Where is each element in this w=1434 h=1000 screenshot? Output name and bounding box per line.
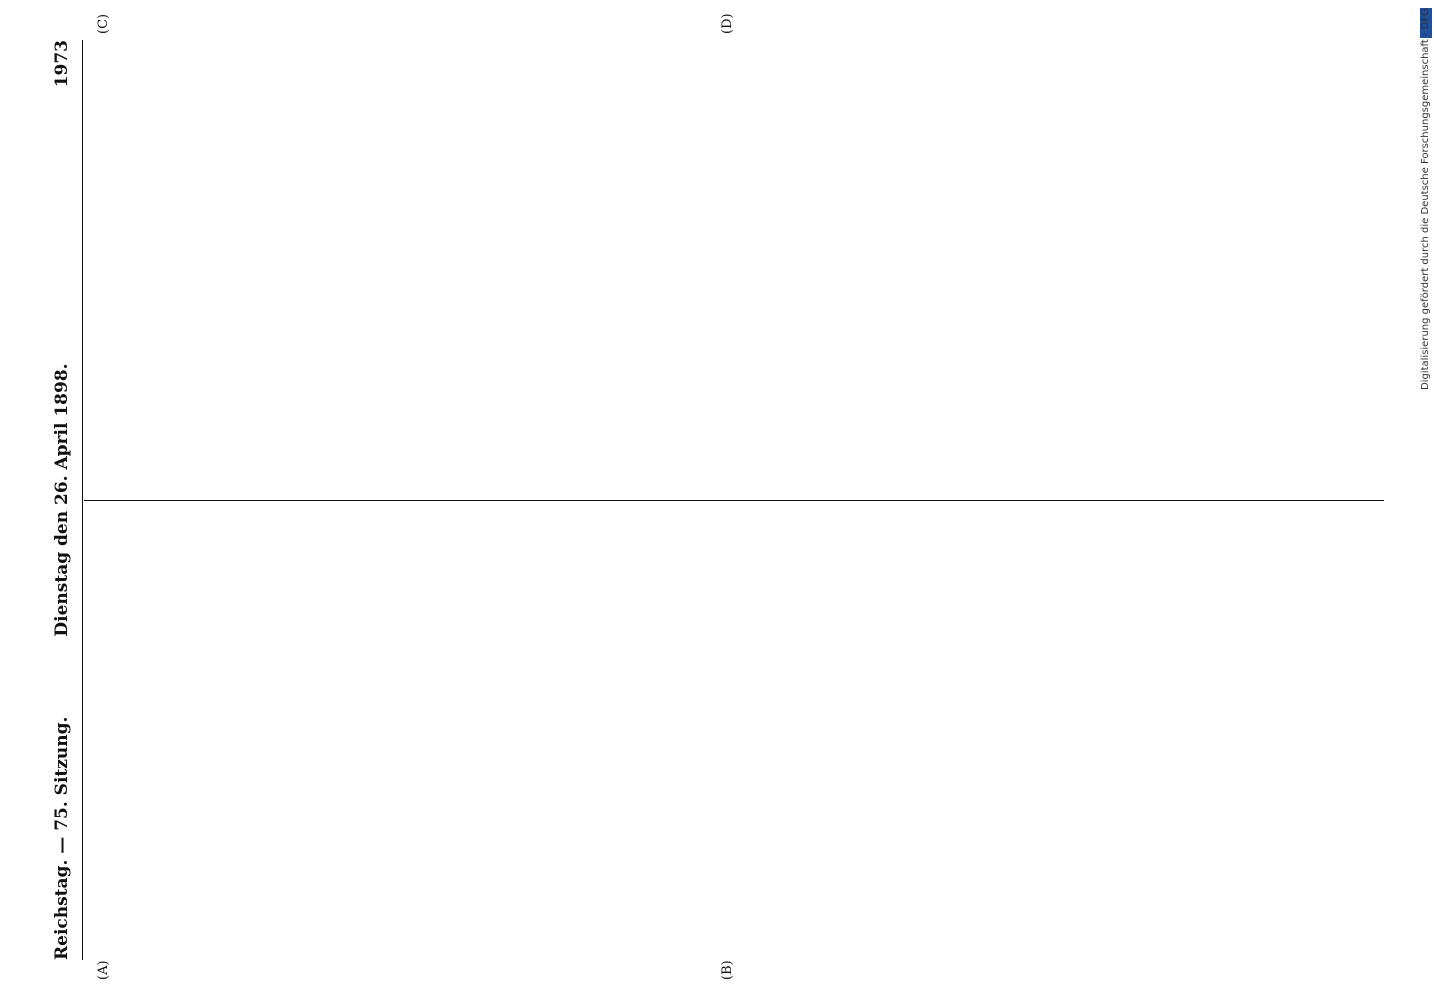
margin-marker-c: (C) bbox=[96, 13, 111, 34]
margin-marker-b: (B) bbox=[720, 960, 735, 980]
running-head-date: Dienstag den 26. April 1898. bbox=[52, 363, 72, 637]
left-text-column bbox=[92, 512, 1382, 940]
column-divider bbox=[84, 500, 1384, 501]
head-rule bbox=[82, 40, 83, 960]
dfg-credit-text: Digitalisierung gefördert durch die Deutsche Forschungsgemeinschaft - DFG bbox=[1420, 8, 1431, 391]
dfg-credit bbox=[1420, 8, 1432, 778]
running-head-left: Reichstag. — 75. Sitzung. bbox=[52, 716, 72, 960]
margin-marker-a: (A) bbox=[96, 960, 111, 980]
running-head bbox=[52, 40, 78, 960]
page-number: 1973 bbox=[52, 40, 72, 88]
right-text-column bbox=[92, 58, 1382, 486]
margin-marker-d: (D) bbox=[720, 13, 735, 34]
